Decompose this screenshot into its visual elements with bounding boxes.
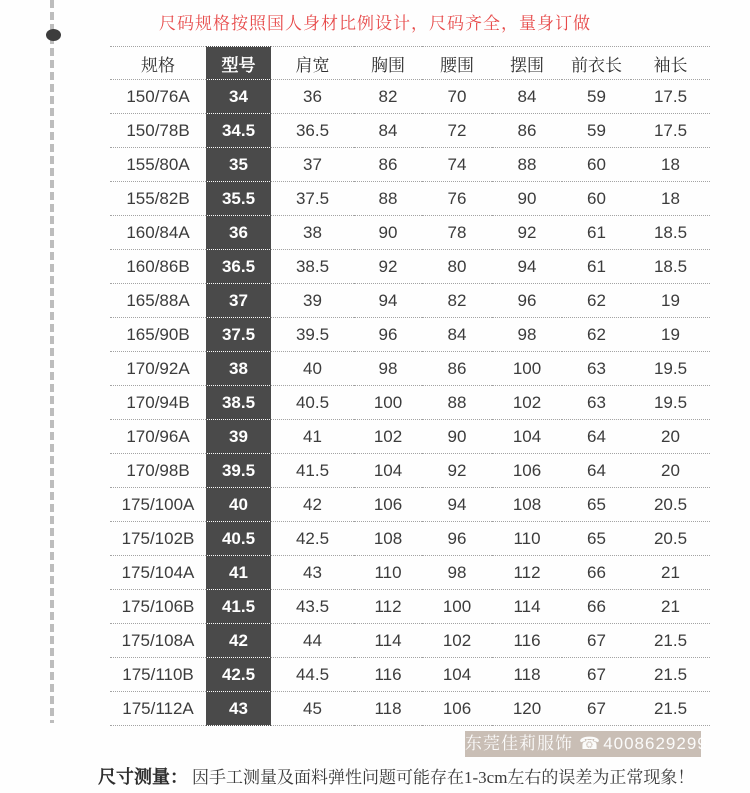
value-cell: 72 <box>422 114 492 148</box>
value-cell: 19 <box>631 318 710 352</box>
spec-cell: 175/104A <box>110 556 206 590</box>
value-cell: 62 <box>562 318 631 352</box>
value-cell: 21.5 <box>631 624 710 658</box>
value-cell: 36 <box>271 80 354 114</box>
value-cell: 104 <box>354 454 422 488</box>
shop-watermark <box>465 731 708 757</box>
value-cell: 61 <box>562 216 631 250</box>
spec-cell: 170/94B <box>110 386 206 420</box>
table-header-row <box>110 47 710 80</box>
value-cell: 42.5 <box>271 522 354 556</box>
value-cell: 88 <box>492 148 562 182</box>
value-cell: 112 <box>354 590 422 624</box>
left-dashed-guide-line <box>50 0 54 723</box>
value-cell: 98 <box>422 556 492 590</box>
spec-cell: 155/80A <box>110 148 206 182</box>
header-cell: 腰围 <box>422 47 492 80</box>
value-cell: 20.5 <box>631 488 710 522</box>
value-cell: 21.5 <box>631 658 710 692</box>
value-cell: 65 <box>562 488 631 522</box>
value-cell: 38.5 <box>271 250 354 284</box>
value-cell: 110 <box>492 522 562 556</box>
header-cell: 摆围 <box>492 47 562 80</box>
table-row <box>110 352 710 386</box>
model-cell: 37.5 <box>206 318 271 352</box>
value-cell: 38 <box>271 216 354 250</box>
value-cell: 118 <box>492 658 562 692</box>
model-cell: 39 <box>206 420 271 454</box>
table-row <box>110 318 710 352</box>
value-cell: 17.5 <box>631 80 710 114</box>
value-cell: 84 <box>354 114 422 148</box>
value-cell: 59 <box>562 80 631 114</box>
model-cell: 42.5 <box>206 658 271 692</box>
value-cell: 108 <box>354 522 422 556</box>
table-row <box>110 216 710 250</box>
value-cell: 66 <box>562 556 631 590</box>
table-row <box>110 590 710 624</box>
value-cell: 64 <box>562 420 631 454</box>
value-cell: 19.5 <box>631 386 710 420</box>
model-cell: 40 <box>206 488 271 522</box>
value-cell: 63 <box>562 386 631 420</box>
value-cell: 86 <box>492 114 562 148</box>
value-cell: 74 <box>422 148 492 182</box>
value-cell: 116 <box>354 658 422 692</box>
model-cell: 34.5 <box>206 114 271 148</box>
value-cell: 102 <box>422 624 492 658</box>
value-cell: 82 <box>422 284 492 318</box>
value-cell: 67 <box>562 692 631 726</box>
value-cell: 18.5 <box>631 216 710 250</box>
value-cell: 90 <box>354 216 422 250</box>
value-cell: 43.5 <box>271 590 354 624</box>
value-cell: 37.5 <box>271 182 354 216</box>
table-row <box>110 80 710 114</box>
measurement-note <box>98 763 738 789</box>
spec-cell: 175/100A <box>110 488 206 522</box>
table-row <box>110 556 710 590</box>
value-cell: 94 <box>492 250 562 284</box>
model-cell: 39.5 <box>206 454 271 488</box>
model-cell: 38 <box>206 352 271 386</box>
spec-cell: 170/96A <box>110 420 206 454</box>
value-cell: 120 <box>492 692 562 726</box>
value-cell: 40.5 <box>271 386 354 420</box>
value-cell: 64 <box>562 454 631 488</box>
value-cell: 96 <box>422 522 492 556</box>
value-cell: 40 <box>271 352 354 386</box>
value-cell: 100 <box>492 352 562 386</box>
value-cell: 18 <box>631 148 710 182</box>
table-row <box>110 658 710 692</box>
model-cell: 38.5 <box>206 386 271 420</box>
value-cell: 60 <box>562 148 631 182</box>
model-header-cell: 型号 <box>206 47 271 80</box>
size-table <box>110 46 710 726</box>
table-row <box>110 488 710 522</box>
phone-icon: ☎ <box>579 734 602 753</box>
model-cell: 34 <box>206 80 271 114</box>
model-cell: 40.5 <box>206 522 271 556</box>
value-cell: 36.5 <box>271 114 354 148</box>
value-cell: 20 <box>631 420 710 454</box>
value-cell: 45 <box>271 692 354 726</box>
value-cell: 78 <box>422 216 492 250</box>
table-row <box>110 692 710 726</box>
value-cell: 88 <box>422 386 492 420</box>
model-cell: 35.5 <box>206 182 271 216</box>
value-cell: 66 <box>562 590 631 624</box>
spec-cell: 175/110B <box>110 658 206 692</box>
shop-name: 东莞佳莉服饰 <box>465 734 573 753</box>
value-cell: 39.5 <box>271 318 354 352</box>
value-cell: 20 <box>631 454 710 488</box>
spec-cell: 165/90B <box>110 318 206 352</box>
spec-cell: 155/82B <box>110 182 206 216</box>
phone-number: 4008629299 <box>603 734 708 753</box>
value-cell: 65 <box>562 522 631 556</box>
value-cell: 21 <box>631 556 710 590</box>
value-cell: 100 <box>422 590 492 624</box>
value-cell: 90 <box>422 420 492 454</box>
value-cell: 39 <box>271 284 354 318</box>
table-row <box>110 114 710 148</box>
value-cell: 102 <box>354 420 422 454</box>
value-cell: 96 <box>492 284 562 318</box>
value-cell: 118 <box>354 692 422 726</box>
value-cell: 114 <box>492 590 562 624</box>
value-cell: 44 <box>271 624 354 658</box>
value-cell: 60 <box>562 182 631 216</box>
value-cell: 96 <box>354 318 422 352</box>
value-cell: 80 <box>422 250 492 284</box>
table-row <box>110 454 710 488</box>
value-cell: 106 <box>492 454 562 488</box>
value-cell: 108 <box>492 488 562 522</box>
value-cell: 19.5 <box>631 352 710 386</box>
value-cell: 110 <box>354 556 422 590</box>
model-cell: 41 <box>206 556 271 590</box>
value-cell: 18 <box>631 182 710 216</box>
value-cell: 21 <box>631 590 710 624</box>
model-cell: 37 <box>206 284 271 318</box>
header-cell: 前衣长 <box>562 47 631 80</box>
value-cell: 86 <box>422 352 492 386</box>
table-row <box>110 250 710 284</box>
value-cell: 42 <box>271 488 354 522</box>
value-cell: 61 <box>562 250 631 284</box>
value-cell: 106 <box>422 692 492 726</box>
table-row <box>110 624 710 658</box>
spec-cell: 170/98B <box>110 454 206 488</box>
value-cell: 20.5 <box>631 522 710 556</box>
spec-cell: 170/92A <box>110 352 206 386</box>
value-cell: 67 <box>562 658 631 692</box>
header-cell: 袖长 <box>631 47 710 80</box>
spec-cell: 165/88A <box>110 284 206 318</box>
value-cell: 41.5 <box>271 454 354 488</box>
value-cell: 67 <box>562 624 631 658</box>
value-cell: 19 <box>631 284 710 318</box>
spec-cell: 175/112A <box>110 692 206 726</box>
value-cell: 86 <box>354 148 422 182</box>
value-cell: 17.5 <box>631 114 710 148</box>
value-cell: 88 <box>354 182 422 216</box>
value-cell: 90 <box>492 182 562 216</box>
table-row <box>110 386 710 420</box>
value-cell: 44.5 <box>271 658 354 692</box>
value-cell: 112 <box>492 556 562 590</box>
value-cell: 41 <box>271 420 354 454</box>
spec-cell: 150/76A <box>110 80 206 114</box>
model-cell: 35 <box>206 148 271 182</box>
value-cell: 104 <box>492 420 562 454</box>
value-cell: 98 <box>492 318 562 352</box>
value-cell: 84 <box>492 80 562 114</box>
table-row <box>110 182 710 216</box>
table-row <box>110 284 710 318</box>
value-cell: 114 <box>354 624 422 658</box>
value-cell: 82 <box>354 80 422 114</box>
value-cell: 106 <box>354 488 422 522</box>
spec-cell: 175/106B <box>110 590 206 624</box>
spec-cell: 150/78B <box>110 114 206 148</box>
model-cell: 43 <box>206 692 271 726</box>
measurement-note-label: 尺寸测量： <box>98 767 188 787</box>
table-row <box>110 420 710 454</box>
value-cell: 104 <box>422 658 492 692</box>
value-cell: 94 <box>354 284 422 318</box>
header-cell: 胸围 <box>354 47 422 80</box>
value-cell: 116 <box>492 624 562 658</box>
value-cell: 92 <box>422 454 492 488</box>
value-cell: 94 <box>422 488 492 522</box>
value-cell: 84 <box>422 318 492 352</box>
value-cell: 43 <box>271 556 354 590</box>
spec-cell: 175/102B <box>110 522 206 556</box>
model-cell: 36 <box>206 216 271 250</box>
model-cell: 41.5 <box>206 590 271 624</box>
model-cell: 36.5 <box>206 250 271 284</box>
measurement-note-text: 因手工测量及面料弹性问题可能存在1-3cm左右的误差为正常现象！ <box>192 768 695 787</box>
value-cell: 76 <box>422 182 492 216</box>
model-cell: 42 <box>206 624 271 658</box>
value-cell: 98 <box>354 352 422 386</box>
value-cell: 100 <box>354 386 422 420</box>
table-row <box>110 522 710 556</box>
spec-cell: 175/108A <box>110 624 206 658</box>
value-cell: 70 <box>422 80 492 114</box>
value-cell: 59 <box>562 114 631 148</box>
header-cell: 规格 <box>110 47 206 80</box>
spec-cell: 160/86B <box>110 250 206 284</box>
table-row <box>110 148 710 182</box>
value-cell: 92 <box>354 250 422 284</box>
value-cell: 102 <box>492 386 562 420</box>
page-title: 尺码规格按照国人身材比例设计，尺码齐全，量身订做 <box>159 14 591 33</box>
value-cell: 21.5 <box>631 692 710 726</box>
header-cell: 肩宽 <box>271 47 354 80</box>
value-cell: 18.5 <box>631 250 710 284</box>
value-cell: 62 <box>562 284 631 318</box>
spec-cell: 160/84A <box>110 216 206 250</box>
value-cell: 63 <box>562 352 631 386</box>
value-cell: 92 <box>492 216 562 250</box>
value-cell: 37 <box>271 148 354 182</box>
